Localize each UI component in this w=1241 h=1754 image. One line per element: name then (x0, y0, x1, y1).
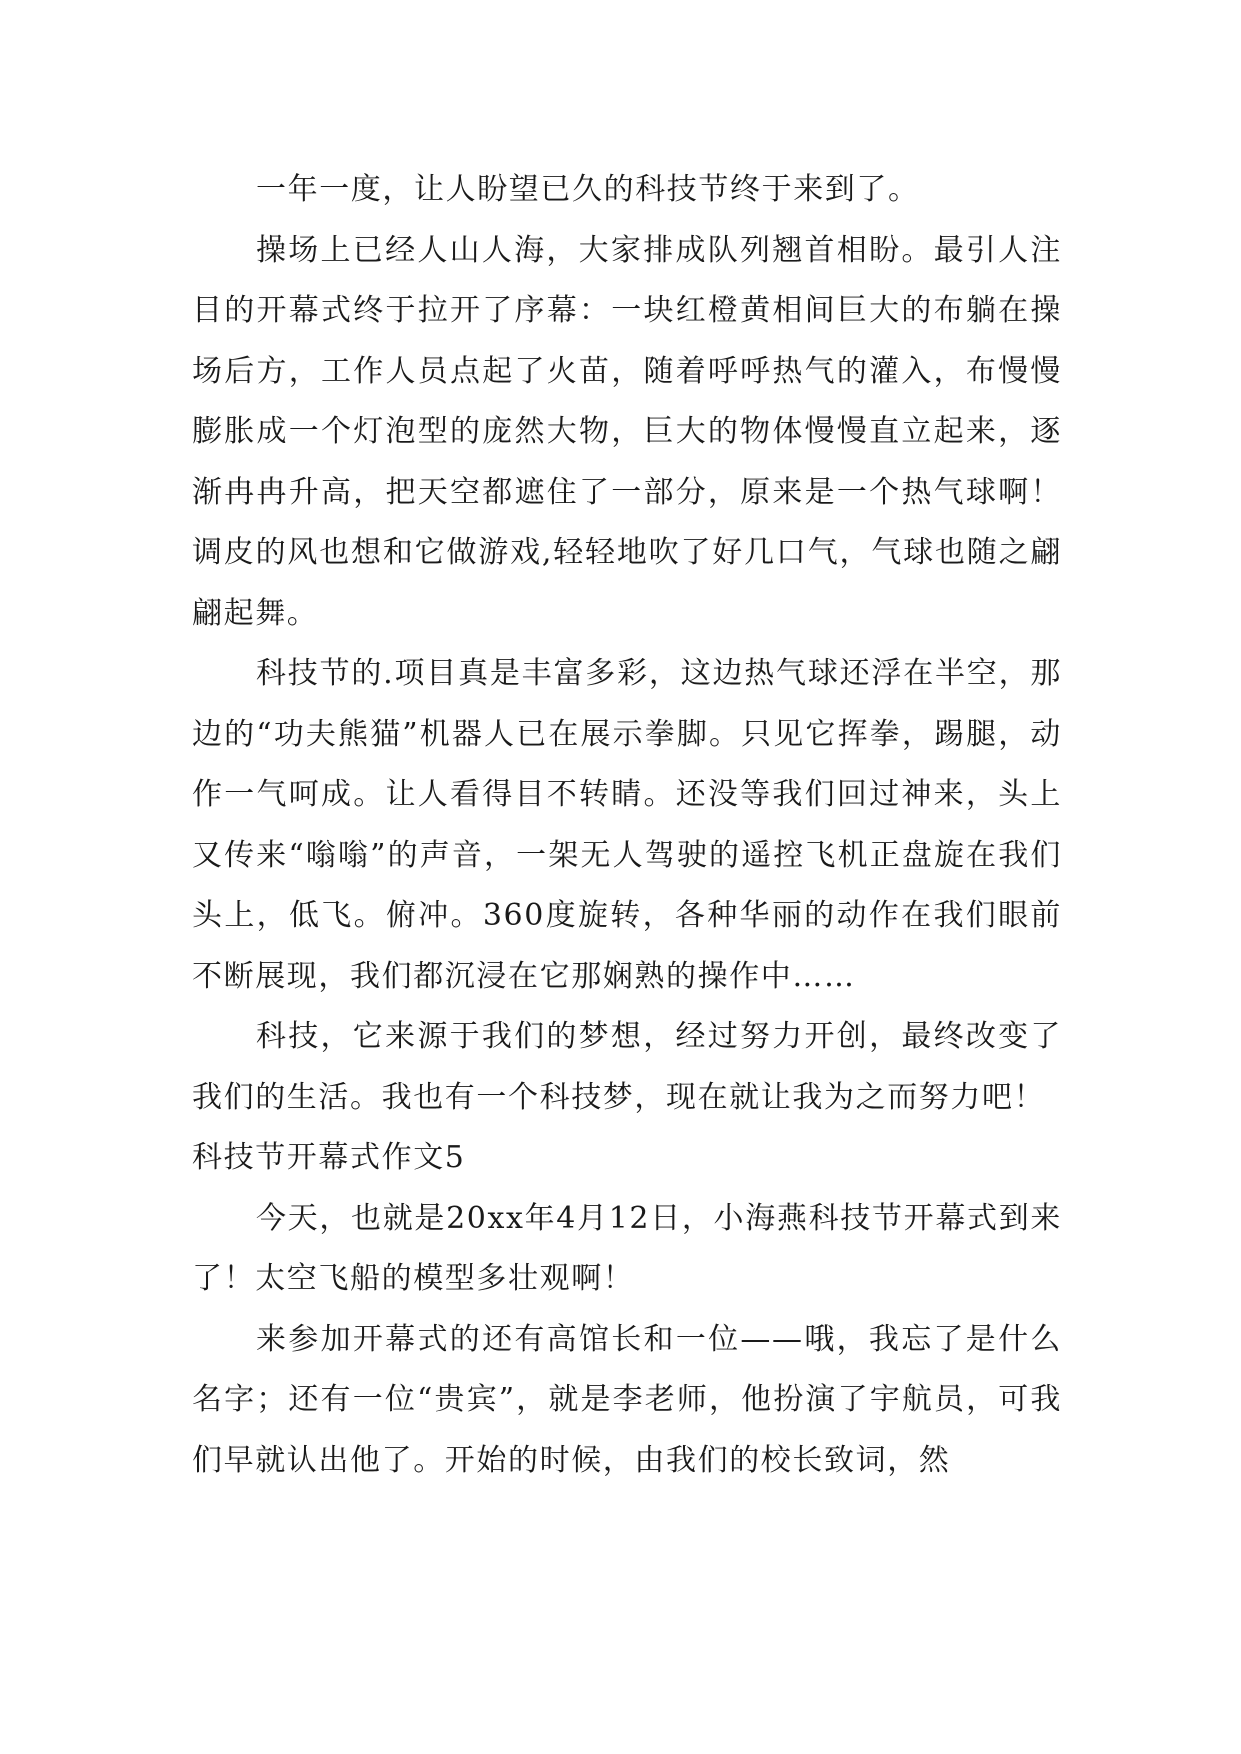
paragraph-date: 今天，也就是20xx年4月12日，小海燕科技节开幕式到来了！太空飞船的模型多壮观啊！ (192, 1200, 1062, 1296)
paragraph-opening: 一年一度，让人盼望已久的科技节终于来到了。 (256, 172, 920, 207)
paragraph-tech-dream: 科技，它来源于我们的梦想，经过努力开创，最终改变了我们的生活。我也有一个科技梦，现在就让我为之而努力吧！ (192, 1019, 1062, 1115)
paragraph-hot-air-balloon: 操场上已经人山人海，大家排成队列翘首相盼。最引人注目的开幕式终于拉开了序幕：一块红橙黄相间巨大的布躺在操场后方，工作人员点起了火苗，随着呼呼热气的灌入，布慢慢膨胀成一个灯泡型的庞然大物，巨大的物体慢慢直立起来，逐渐冉冉升高，把天空都遮住了一部分，原来是一个热气球啊！调皮的风也想和它做游戏,轻轻地吹了好几口气，气球也随之翩翩起舞。 (192, 232, 1062, 631)
paragraph-robot-and-drone: 科技节的.项目真是丰富多彩，这边热气球还浮在半空，那边的“功夫熊猫”机器人已在展示拳脚。只见它挥拳，踢腿，动作一气呵成。让人看得目不转睛。还没等我们回过神来，头上又传来“嗡嗡”的声音，一架无人驾驶的遥控飞机正盘旋在我们头上，低飞。俯冲。360度旋转，各种华丽的动作在我们眼前不断展现，我们都沉浸在它那娴熟的操作中…… (192, 656, 1062, 994)
document-body (192, 160, 1062, 1491)
section-title: 科技节开幕式作文5 (192, 1140, 466, 1175)
paragraph-guests: 来参加开幕式的还有高馆长和一位——哦，我忘了是什么名字；还有一位“贵宾”，就是李老师，他扮演了宇航员，可我们早就认出他了。开始的时候，由我们的校长致词，然 (192, 1321, 1062, 1478)
